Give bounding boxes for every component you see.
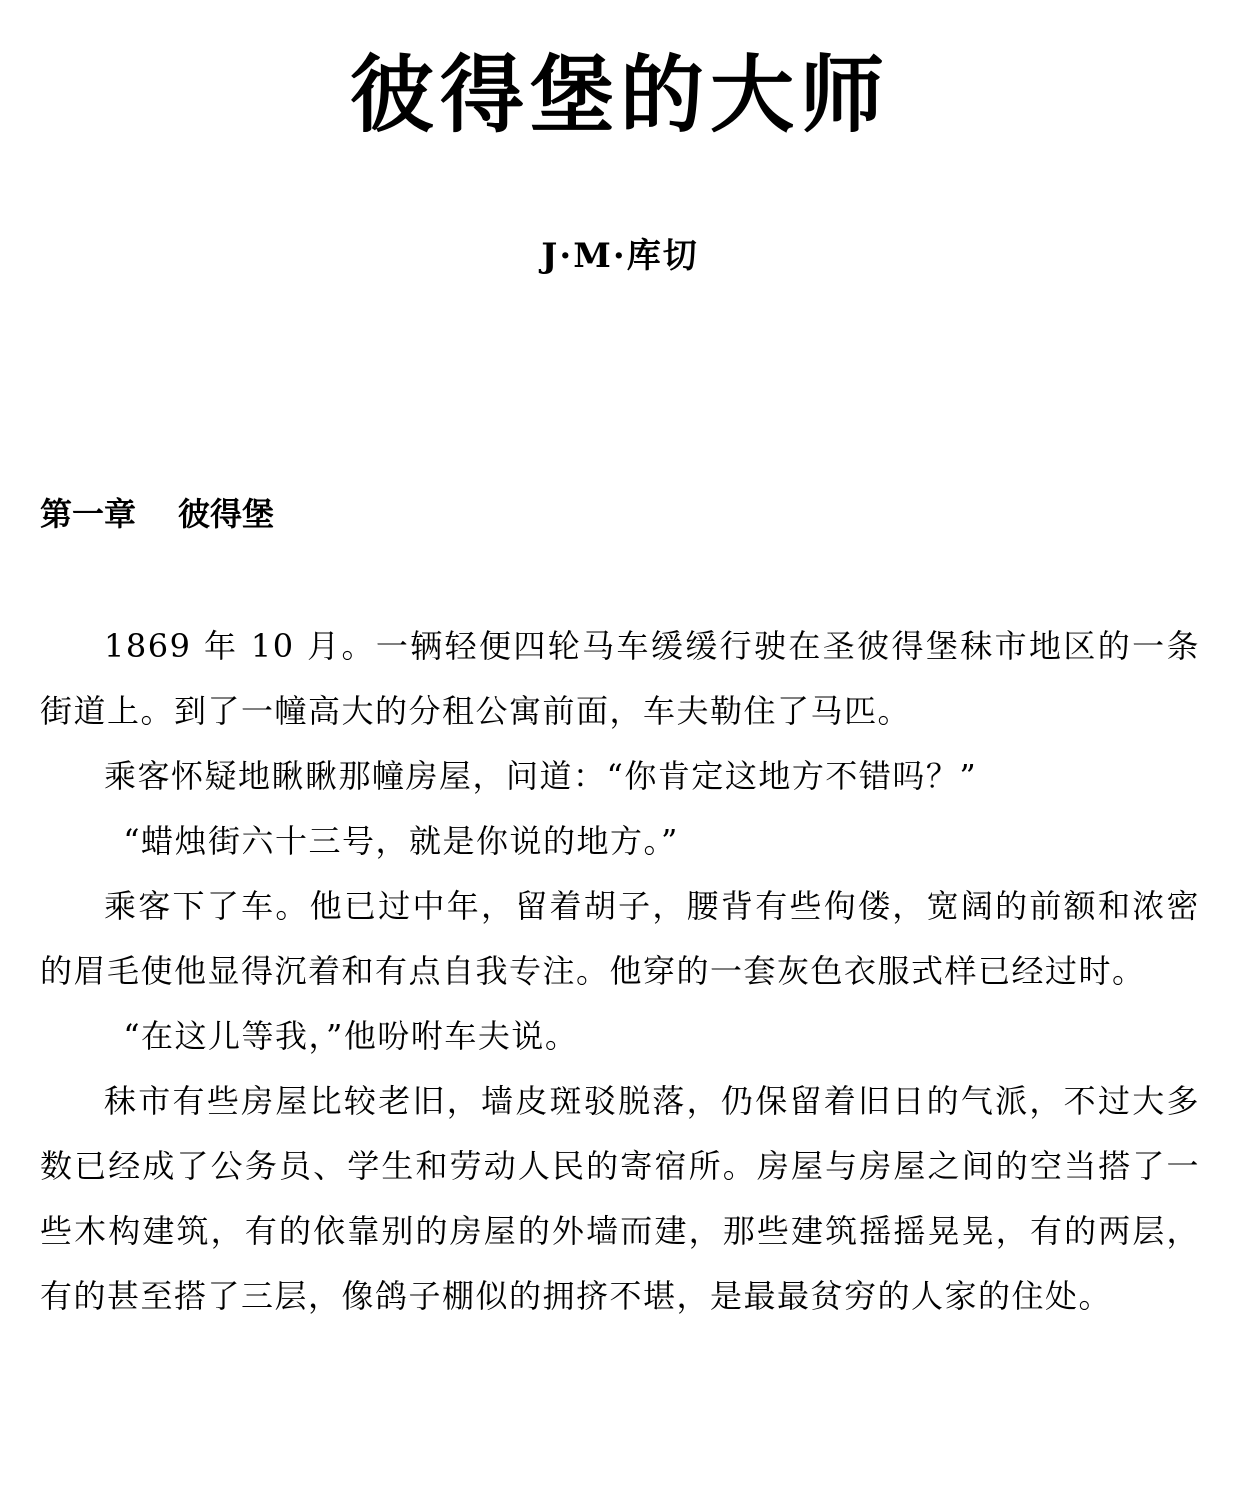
chapter-name: 彼得堡 <box>178 495 275 533</box>
paragraph: 乘客怀疑地瞅瞅那幢房屋，问道：“你肯定这地方不错吗？” <box>104 757 978 795</box>
paragraph: 1869 年 10 月。一辆轻便四轮马车缓缓行驶在圣彼得堡秣市地区的一条街道上。到了一幢高大的分租公寓前面，车夫勒住了马匹。 <box>40 627 1200 730</box>
chapter-body <box>40 614 1200 1329</box>
book-title: 彼得堡的大师 <box>349 45 890 144</box>
chapter-heading <box>40 490 274 538</box>
paragraph: 乘客下了车。他已过中年，留着胡子，腰背有些佝偻，宽阔的前额和浓密的眉毛使他显得沉着和有点自我专注。他穿的一套灰色衣服式样已经过时。 <box>40 887 1200 990</box>
chapter-number: 第一章 <box>40 495 137 533</box>
paragraph: 秣市有些房屋比较老旧，墙皮斑驳脱落，仍保留着旧日的气派，不过大多数已经成了公务员、学生和劳动人民的寄宿所。房屋与房屋之间的空当搭了一些木构建筑，有的依靠别的房屋的外墙而建，那些建筑摇摇晃晃，有的两层，有的甚至搭了三层，像鸽子棚似的拥挤不堪，是最最贫穷的人家的住处。 <box>40 1082 1200 1315</box>
paragraph: “蜡烛街六十三号，就是你说的地方。” <box>123 822 679 860</box>
author-name: J·M·库切 <box>541 236 699 276</box>
paragraph: “在这儿等我，”他吩咐车夫说。 <box>123 1017 579 1055</box>
